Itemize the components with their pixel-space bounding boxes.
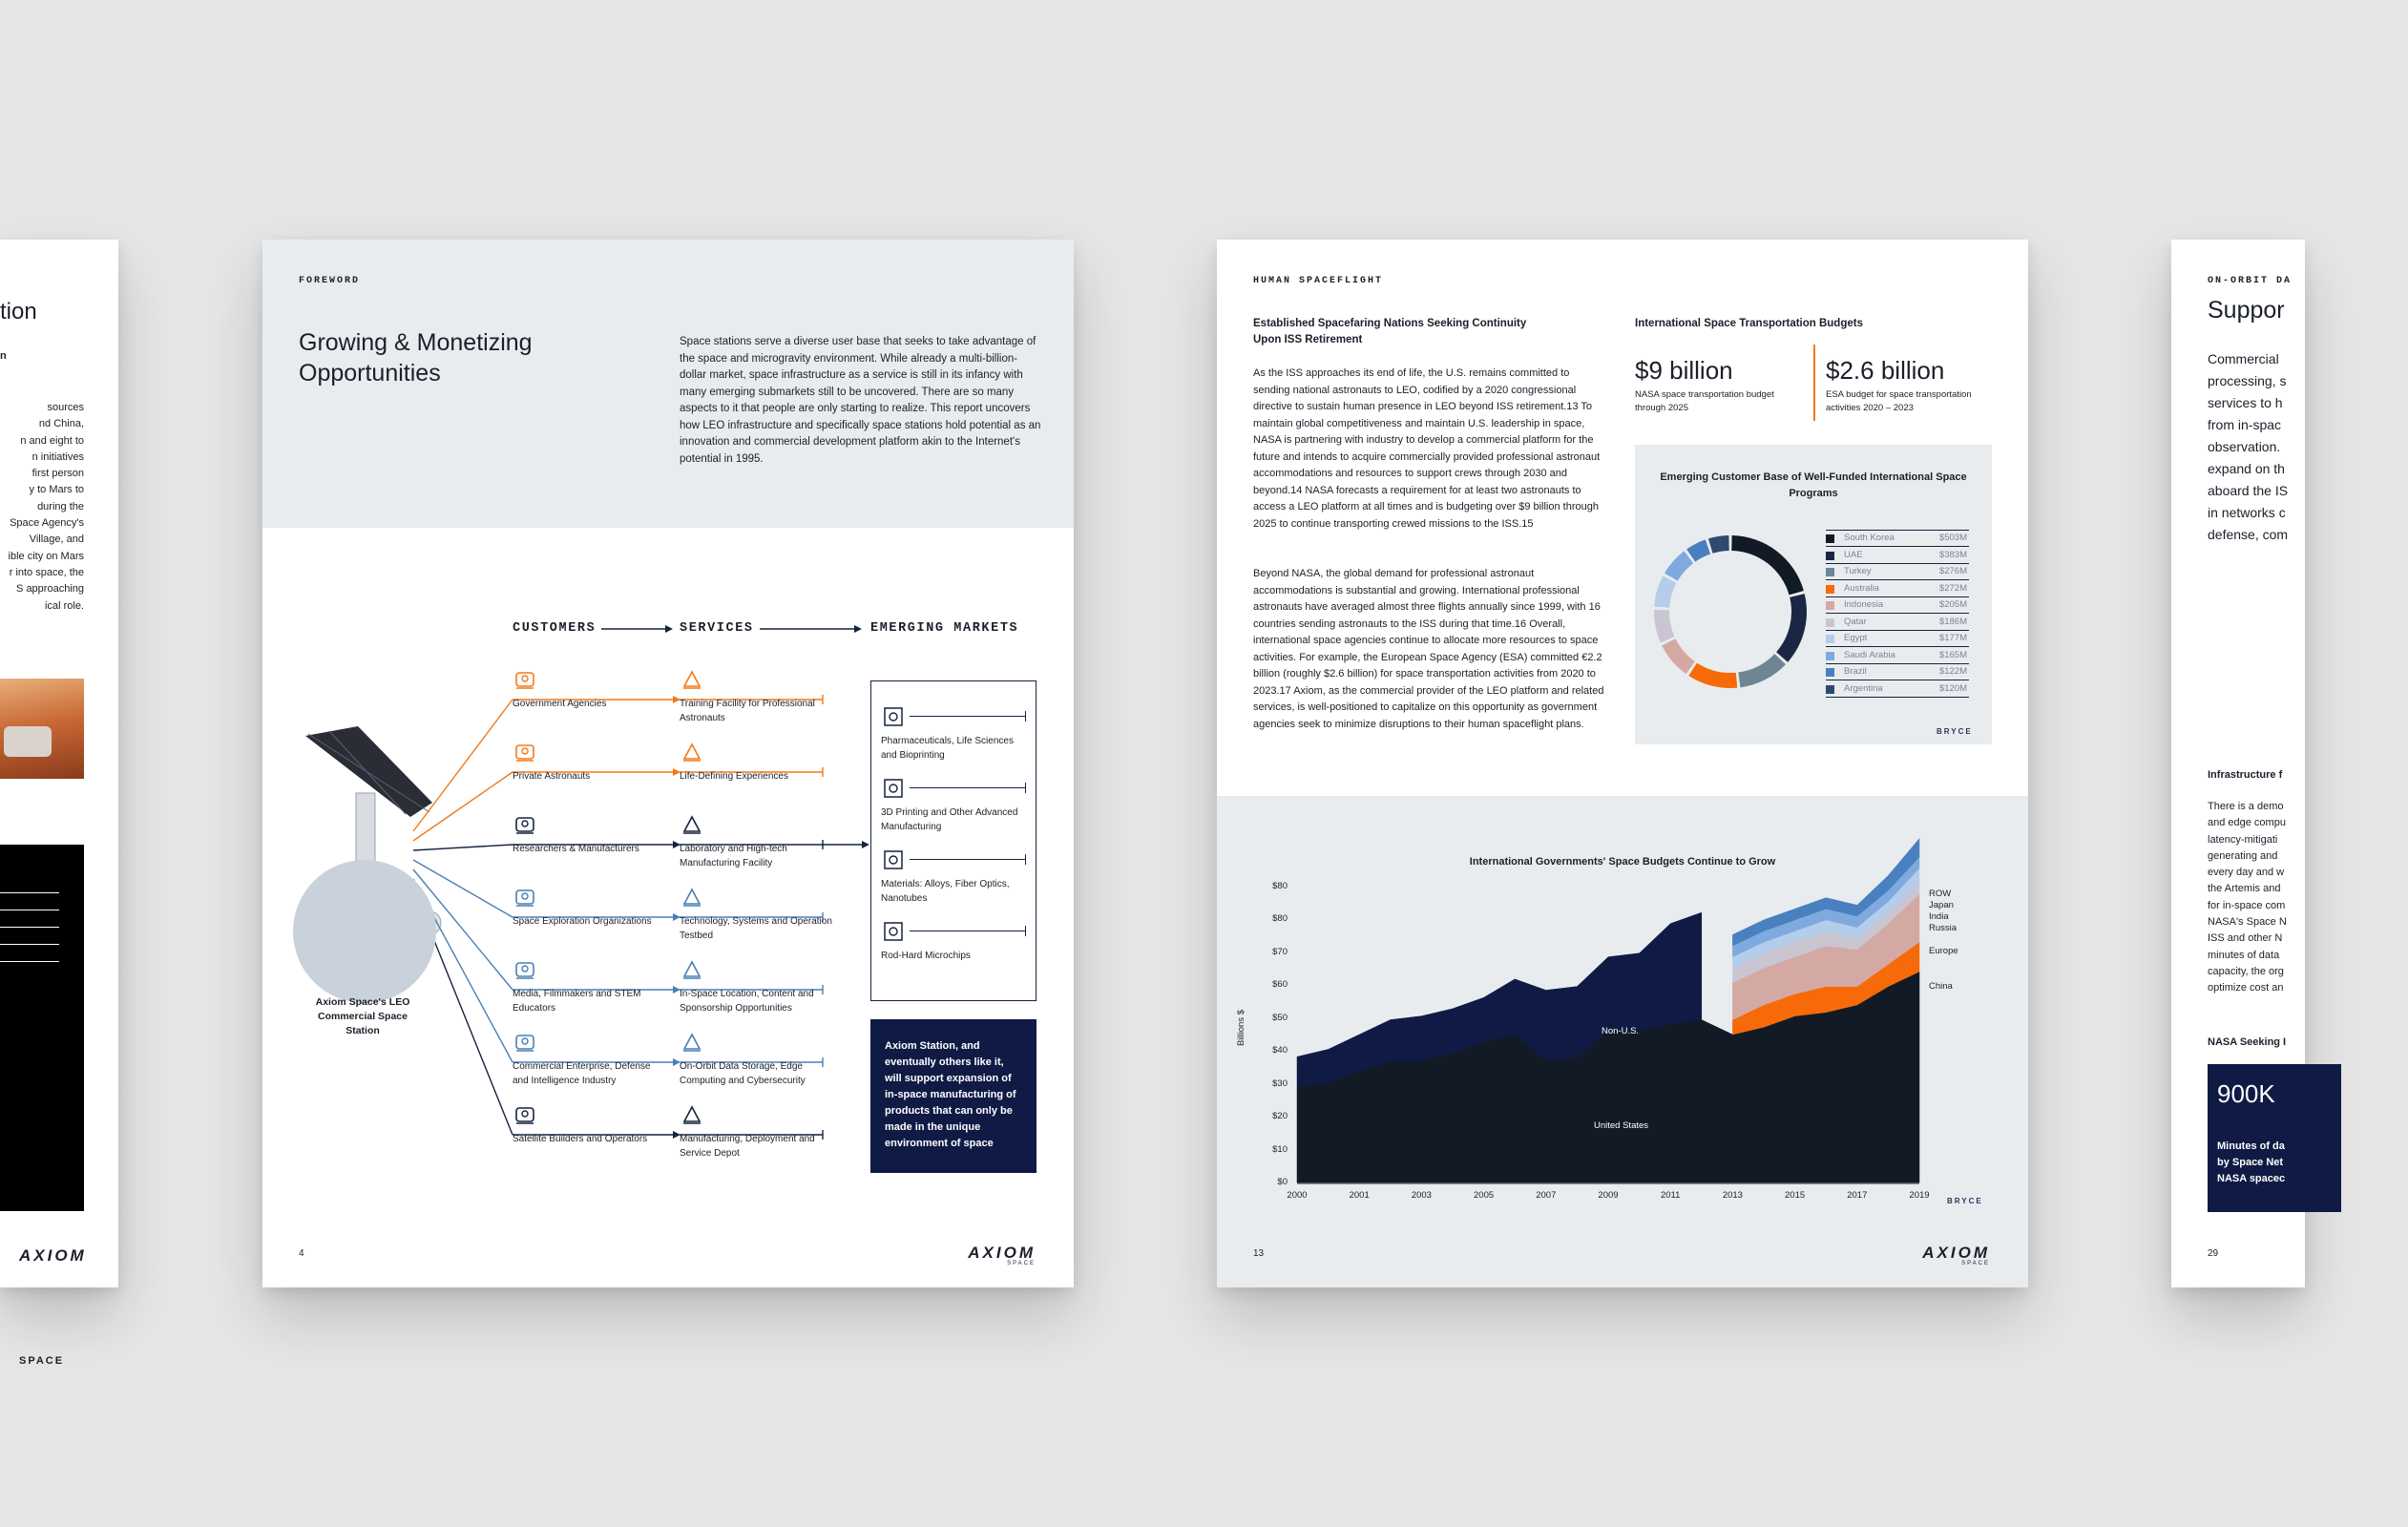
black-callout-box <box>0 845 84 1211</box>
market-line <box>910 787 1026 788</box>
report-page-right <box>2171 240 2305 1287</box>
stat-caption: ESA budget for space transportation activities 2020 – 2023 <box>1826 389 1972 413</box>
stat-caption: NASA space transportation budget through 2025 <box>1635 389 1774 413</box>
market-arrowhead <box>862 841 869 848</box>
customer-label: Space Exploration Organizations <box>513 916 652 927</box>
text-line: from in-spac <box>2208 417 2282 432</box>
customer-label: Private Astronauts <box>513 771 591 782</box>
customer-label: Commercial Enterprise, Defense and Intelligence Industry <box>513 1061 651 1086</box>
flow-arrowhead <box>665 625 673 633</box>
legend-value: $120M <box>1938 682 1967 694</box>
text-line: There is a demo <box>2208 801 2284 812</box>
y-tick-label: $80 <box>1272 913 1288 925</box>
market-icon <box>881 776 906 801</box>
axiom-logo: AXIOM SPACE <box>19 1246 87 1367</box>
callout-box: Axiom Station, and eventually others like it, will support expansion of in-space manufacturing of products that can only be made in the unique environment of space <box>870 1019 1036 1173</box>
x-tick-label: 2013 <box>1722 1190 1743 1201</box>
customer-label: Government Agencies <box>513 699 607 709</box>
stat-callout-box <box>2208 1064 2341 1212</box>
flow-label-customers: CUSTOMERS <box>513 621 597 636</box>
legend-label: Indonesia <box>1844 599 1884 610</box>
text-line: aboard the IS <box>2208 483 2289 498</box>
column-heading: Established Spacefaring Nations Seeking Continuity Upon ISS Retirement <box>1253 318 1527 345</box>
x-tick-label: 2011 <box>1660 1190 1681 1201</box>
legend-value: $122M <box>1938 666 1967 677</box>
section-heading: Infrastructure f <box>2208 769 2283 781</box>
text-line: S approaching <box>16 583 84 596</box>
text-line: ical role. <box>45 599 84 612</box>
text-line: ISS and other N <box>2208 932 2283 945</box>
camera-icon <box>513 957 537 982</box>
text-line: and edge compu <box>2208 817 2286 829</box>
text-line: generating and <box>2208 849 2278 862</box>
legend-label: Turkey <box>1844 566 1872 576</box>
market-label: 3D Printing and Other Advanced Manufacturing <box>881 807 1018 832</box>
legend-label: Brazil <box>1844 666 1867 677</box>
text-line: for in-space com <box>2208 899 2286 911</box>
service-icon <box>680 1102 704 1127</box>
text-line: the Artemis and <box>2208 883 2281 895</box>
series-label: India <box>1929 911 1949 922</box>
service-label: On-Orbit Data Storage, Edge Computing and Cybersecurity <box>680 1061 806 1086</box>
text-line: NASA's Space N <box>2208 916 2287 929</box>
microscope-icon <box>513 812 537 837</box>
stat-value: $9 billion <box>1635 356 1733 385</box>
text-line: y to Mars to <box>29 484 84 496</box>
column-heading: International Space Transportation Budgets <box>1635 318 1863 329</box>
text-line: sources <box>47 402 84 413</box>
divider <box>0 944 59 945</box>
report-page-human-spaceflight <box>1217 240 2028 1287</box>
capitol-icon <box>513 667 537 692</box>
x-tick-label: 2003 <box>1411 1190 1432 1201</box>
bryce-logo: BRYCE <box>1937 727 1973 736</box>
stat-value: $2.6 billion <box>1826 356 1945 385</box>
service-icon <box>680 885 704 910</box>
service-icon <box>680 1030 704 1055</box>
rover-shape <box>4 726 52 757</box>
station-backdrop-circle <box>293 860 436 1003</box>
market-line-end <box>1025 783 1026 793</box>
text-line: every day and w <box>2208 867 2285 879</box>
text-line: expand on th <box>2208 461 2285 476</box>
y-tick-label: $10 <box>1272 1143 1288 1155</box>
series-label: Japan <box>1929 900 1954 910</box>
text-line: observation. <box>2208 439 2281 454</box>
market-line-end <box>1025 854 1026 865</box>
page-number: 29 <box>2208 1248 2219 1259</box>
market-label: Pharmaceuticals, Life Sciences and Bioprinting <box>881 736 1014 761</box>
text-line: latency-mitigati <box>2208 833 2278 846</box>
legend-label: Qatar <box>1844 616 1867 627</box>
legend-value: $383M <box>1938 549 1967 560</box>
legend-label: Egypt <box>1844 633 1868 643</box>
text-line: n initiatives <box>31 450 84 463</box>
y-tick-label: $40 <box>1272 1045 1288 1056</box>
y-tick-label: $0 <box>1277 1177 1288 1187</box>
y-axis-label: Billions $ <box>1236 1009 1246 1046</box>
page-title: Suppor <box>2208 297 2285 324</box>
legend-label: Saudi Arabia <box>1844 649 1895 660</box>
service-label: Technology, Systems and Operation Testbed <box>680 916 832 941</box>
stat-caption <box>2217 1139 2408 1187</box>
text-line: Village, and <box>29 533 84 546</box>
y-tick-label: $80 <box>1272 881 1288 891</box>
service-icon <box>680 667 704 692</box>
page-number: 13 <box>1253 1248 1265 1259</box>
customer-label: Researchers & Manufacturers <box>513 844 639 854</box>
market-icon <box>881 919 906 944</box>
y-tick-label: $20 <box>1272 1111 1288 1122</box>
x-tick-label: 2005 <box>1474 1190 1495 1201</box>
text-line: r into space, the <box>9 566 84 578</box>
x-tick-label: 2019 <box>1909 1190 1930 1201</box>
flow-label-markets: EMERGING MARKETS <box>870 621 1019 636</box>
x-tick-label: 2007 <box>1536 1190 1557 1201</box>
text-line: during the <box>37 500 84 512</box>
intro-paragraph: Space stations serve a diverse user base that seeks to take advantage of the space and microgravity environment. While already a multi-billion-dollar market, space infrastructure as a service is still in its infancy with many emerging submarkets still to be uncovered. There are so many aspects to it that people are only starting to realize. This report uncovers how LEO infrastructure and specifically space stations hold potential as an innovation and commercial development platform akin to the Internet's potential in 1995. <box>680 336 1041 465</box>
service-label: Manufacturing, Deployment and Service Depot <box>680 1134 815 1159</box>
flow-arrowhead <box>854 625 862 633</box>
section-eyebrow: FOREWORD <box>299 276 361 286</box>
legend-label: UAE <box>1844 549 1863 560</box>
x-tick-label: 2001 <box>1349 1190 1370 1201</box>
section-eyebrow: HUMAN SPACEFLIGHT <box>1253 276 1384 286</box>
bryce-logo: BRYCE <box>1947 1197 1983 1205</box>
legend-label: South Korea <box>1844 533 1895 543</box>
legend-value: $165M <box>1938 649 1967 660</box>
stat-value: 900K <box>2217 1079 2275 1108</box>
body-paragraph: As the ISS approaches its end of life, the U.S. remains committed to sending national astronauts to LEO, codified by a 2020 congressional directive to sustain human presence in LEO beyond ISS retirement.13 To maintain global competitiveness and maintain U.S. leadership in space, NASA is partnering with industry to develop a commercial platform for the future and intends to acquire commercially provided professional astronaut accommodations and resources to support crews through 2030 and beyond.14 NASA forecasts a requirement for at least two astronauts to access a LEO platform at all times and is budgeting over $9 billion through 2025 to continue transporting crewed missions to the ISS.15 <box>1253 367 1601 530</box>
market-label: Materials: Alloys, Fiber Optics, Nanotubes <box>881 879 1010 904</box>
service-label: Laboratory and High-tech Manufacturing Facility <box>680 844 787 868</box>
flow-label-services: SERVICES <box>680 621 754 636</box>
legend-value: $272M <box>1938 582 1967 594</box>
report-page-left <box>0 240 118 1367</box>
series-inline-label: United States <box>1594 1120 1649 1131</box>
legend-value: $276M <box>1938 566 1967 576</box>
service-label: Training Facility for Professional Astronauts <box>680 699 815 723</box>
legend-label: Argentina <box>1844 682 1883 694</box>
body-paragraph: Beyond NASA, the global demand for professional astronaut accommodations is substantial and growing. International professional astronauts have averaged almost three flights annually since 1999, with 16 countries sending astronauts to the ISS during that time.16 Overall, international space agencies continue to allocate more resources to space activities. For example, the European Space Agency (ESA) committed €2.2 billion (roughly $2.6 billion) for space transportation activities from 2020 to 2023.17 Axiom, as the commercial provider of the LEO platform and related services, is well-positioned to capitalize on this opportunity as government agencies seek to minimize disruptions to their human spaceflight plans. <box>1253 568 1604 730</box>
axiom-logo: AXIOM SPACE <box>968 1244 1036 1266</box>
section-subtitle: n <box>0 350 7 362</box>
divider <box>0 961 59 962</box>
service-icon <box>680 957 704 982</box>
text-line: Minutes of da <box>2217 1140 2285 1152</box>
connector-line <box>413 700 513 831</box>
service-label: Life-Defining Experiences <box>680 771 788 782</box>
x-tick-label: 2015 <box>1785 1190 1806 1201</box>
market-line-end <box>1025 711 1026 722</box>
market-icon <box>881 704 906 729</box>
series-label: Europe <box>1929 946 1958 956</box>
y-tick-label: $60 <box>1272 979 1288 991</box>
text-line: n and eight to <box>20 434 84 447</box>
text-line: services to h <box>2208 395 2283 410</box>
customer-label: Media, Filmmakers and STEM Educators <box>513 989 641 1014</box>
legend-value: $177M <box>1938 633 1967 643</box>
text-line: first person <box>31 468 84 480</box>
service-icon <box>680 812 704 837</box>
page-title: tion <box>0 299 37 324</box>
body-text <box>2208 348 2360 546</box>
text-line: NASA spacec <box>2217 1173 2286 1184</box>
connector-line <box>413 845 513 850</box>
y-tick-label: $50 <box>1272 1012 1288 1023</box>
y-tick-label: $70 <box>1272 946 1288 957</box>
legend-value: $503M <box>1938 533 1967 543</box>
y-tick-label: $30 <box>1272 1077 1288 1089</box>
service-label: In-Space Location, Content and Sponsorship Opportunities <box>680 989 814 1014</box>
series-label: ROW <box>1929 889 1952 899</box>
text-line: ible city on Mars <box>8 550 84 562</box>
emerging-markets-box <box>870 680 1036 1001</box>
connector-line <box>413 772 513 841</box>
text-line: Space Agency's <box>10 517 84 530</box>
text-line: Commercial <box>2208 351 2279 366</box>
legend-label: Australia <box>1844 582 1879 594</box>
satellite-icon <box>513 1102 537 1127</box>
text-line: optimize cost an <box>2208 982 2284 994</box>
series-inline-label: Non-U.S. <box>1602 1026 1640 1036</box>
chart-title: International Governments' Space Budgets Continue to Grow <box>1469 856 1776 868</box>
text-line: minutes of data <box>2208 949 2280 961</box>
x-tick-label: 2009 <box>1598 1190 1619 1201</box>
chart-title: Emerging Customer Base of Well-Funded International Space Programs <box>1660 471 1967 499</box>
text-line: capacity, the org <box>2208 965 2284 977</box>
station-label: Axiom Space's LEO Commercial Space Station <box>315 996 410 1036</box>
body-text <box>0 400 84 615</box>
customer-label: Satellite Builders and Operators <box>513 1134 648 1144</box>
service-icon <box>680 740 704 764</box>
text-line: nd China, <box>38 418 84 430</box>
market-line-end <box>1025 926 1026 936</box>
text-line: defense, com <box>2208 527 2289 542</box>
astronaut-helmet-icon <box>513 740 537 764</box>
x-tick-label: 2017 <box>1847 1190 1868 1201</box>
section-heading: NASA Seeking I <box>2208 1036 2287 1048</box>
series-label: Russia <box>1929 923 1958 933</box>
text-line: processing, s <box>2208 373 2287 388</box>
x-tick-label: 2000 <box>1287 1190 1308 1201</box>
page-number: 4 <box>299 1248 304 1259</box>
legend-value: $205M <box>1938 599 1967 610</box>
divider <box>0 927 59 928</box>
section-eyebrow: ON-ORBIT DA <box>2208 276 2293 286</box>
divider <box>0 892 59 893</box>
cloud-icon <box>513 1030 537 1055</box>
legend-value: $186M <box>1938 616 1967 627</box>
market-label: Rod-Hard Microchips <box>881 951 971 961</box>
market-line <box>910 859 1026 860</box>
planet-icon <box>513 885 537 910</box>
market-icon <box>881 847 906 872</box>
body-text <box>2208 799 2398 997</box>
report-page-foreword <box>262 240 1074 1287</box>
series-label: China <box>1929 981 1953 992</box>
market-line <box>910 716 1026 717</box>
text-line: in networks c <box>2208 505 2286 520</box>
axiom-logo: AXIOM SPACE <box>1922 1244 1990 1266</box>
page-title: Growing & Monetizing Opportunities <box>299 329 533 387</box>
text-line: by Space Net <box>2217 1157 2284 1168</box>
